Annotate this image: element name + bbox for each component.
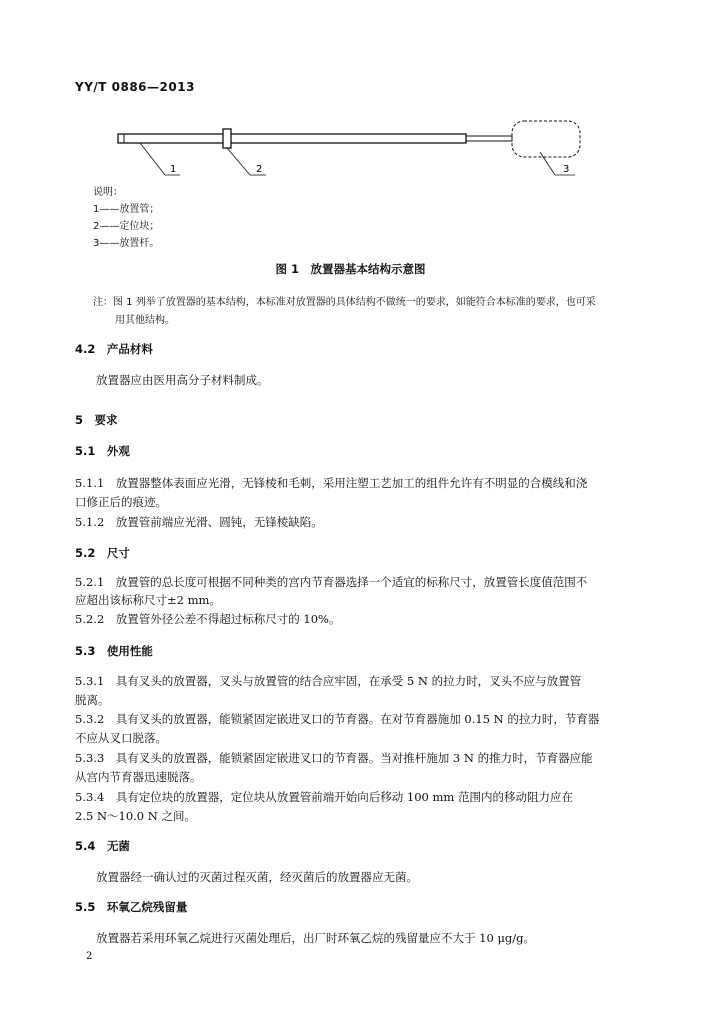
clause-5-2-1-line2: 应超出该标称尺寸±2 mm。 bbox=[75, 593, 221, 607]
clause-5-3-3-line1: 5.3.3 具有叉头的放置器，能锁紧固定嵌进叉口的节育器。当对推杆施加 3 N 的推力时，节育器应能 bbox=[75, 751, 593, 765]
clause-5-3-1-line1: 5.3.1 具有叉头的放置器，叉头与放置管的结合应牢固，在承受 5 N 的拉力时，叉头不应与放置管 bbox=[75, 674, 582, 688]
clause-5-2-2: 5.2.2 放置管外径公差不得超过标称尺寸的 10%。 bbox=[75, 612, 341, 626]
clause-5-1-1-line1: 5.1.1 放置器整体表面应光滑，无锋棱和毛刺，采用注塑工艺加工的组件允许有不明显的合模线和浇 bbox=[75, 476, 588, 490]
callout-2 bbox=[227, 148, 266, 175]
placement-rod bbox=[466, 121, 580, 157]
standard-header: YY/T 0886—2013 bbox=[75, 80, 195, 94]
placement-tube bbox=[118, 134, 466, 143]
section-5-1-heading: 5.1 外观 bbox=[75, 444, 130, 458]
section-5-4-heading: 5.4 无菌 bbox=[75, 839, 130, 853]
section-4-2-heading: 4.2 产品材料 bbox=[75, 342, 153, 356]
locator-block bbox=[223, 129, 231, 148]
clause-5-1-2: 5.1.2 放置管前端应光滑、圆钝，无锋棱缺陷。 bbox=[75, 515, 323, 529]
callout-3 bbox=[540, 152, 575, 175]
section-5-4-text: 放置器经一确认过的灭菌过程灭菌，经灭菌后的放置器应无菌。 bbox=[96, 870, 418, 884]
clause-5-3-2-line2: 不应从叉口脱落。 bbox=[75, 731, 167, 745]
legend-item: 1——放置管； bbox=[93, 204, 160, 215]
clause-5-3-3-line2: 从宫内节育器迅速脱落。 bbox=[75, 770, 202, 784]
figure-caption: 图 1 放置器基本结构示意图 bbox=[275, 262, 426, 276]
legend-item: 3——放置杆。 bbox=[93, 238, 160, 249]
section-5-2-heading: 5.2 尺寸 bbox=[75, 546, 130, 560]
clause-5-3-1-line2: 脱离。 bbox=[75, 693, 110, 707]
placer-structure-diagram bbox=[0, 110, 701, 185]
clause-5-3-4-line1: 5.3.4 具有定位块的放置器，定位块从放置管前端开始向后移动 100 mm 范围内的移动阻力应在 bbox=[75, 790, 573, 804]
legend-title: 说明： bbox=[93, 187, 123, 198]
callout-2-label: 2 bbox=[256, 164, 263, 175]
callout-1 bbox=[140, 143, 180, 175]
clause-5-2-1-line1: 5.2.1 放置管的总长度可根据不同种类的宫内节育器选择一个适宜的标称尺寸，放置管长度值范围不 bbox=[75, 575, 588, 589]
section-5-5-text: 放置器若采用环氧乙烷进行灭菌处理后，出厂时环氧乙烷的残留量应不大于 10 μg/g。 bbox=[96, 931, 536, 945]
legend-item: 2——定位块； bbox=[93, 221, 160, 232]
clause-5-3-4-line2: 2.5 N～10.0 N 之间。 bbox=[75, 809, 196, 823]
section-4-2-text: 放置器应由医用高分子材料制成。 bbox=[96, 373, 269, 387]
clause-5-3-2-line1: 5.3.2 具有叉头的放置器，能锁紧固定嵌进叉口的节育器。在对节育器施加 0.15 N 的拉力时，节育器 bbox=[75, 712, 600, 726]
figure-note-line2: 用其他结构。 bbox=[115, 315, 175, 326]
figure-note-line1: 注：图 1 列举了放置器的基本结构，本标准对放置器的具体结构不做统一的要求，如能符合本标准的要求，也可采 bbox=[93, 297, 596, 308]
callout-3-label: 3 bbox=[563, 164, 570, 175]
clause-5-1-1-line2: 口修正后的痕迹。 bbox=[75, 495, 167, 509]
section-5-3-heading: 5.3 使用性能 bbox=[75, 644, 153, 658]
page-number: 2 bbox=[86, 951, 93, 962]
section-5-5-heading: 5.5 环氧乙烷残留量 bbox=[75, 900, 188, 914]
callout-1-label: 1 bbox=[170, 164, 177, 175]
section-5-heading: 5 要求 bbox=[75, 413, 118, 427]
